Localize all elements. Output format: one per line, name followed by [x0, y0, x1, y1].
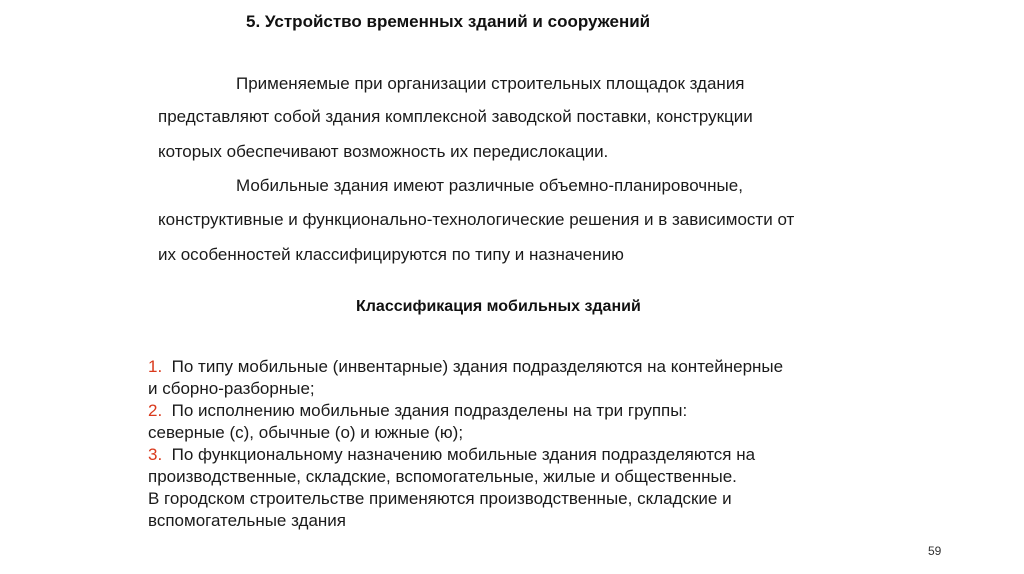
list-item-text: По исполнению мобильные здания подразделены на три группы:: [171, 401, 688, 420]
list-item-text: По типу мобильные (инвентарные) здания подразделяются на контейнерные: [171, 357, 784, 376]
list-item-continuation: производственные, складские, вспомогательные, жилые и общественные.: [148, 467, 737, 486]
list-item-continuation: северные (с), обычные (о) и южные (ю);: [148, 423, 464, 442]
list-item-number: 3.: [148, 445, 163, 464]
intro-line: конструктивные и функционально-технологические решения и в зависимости от: [158, 210, 795, 229]
list-item-number: 1.: [148, 357, 163, 376]
intro-line: представляют собой здания комплексной заводской поставки, конструкции: [158, 107, 753, 126]
list-item-number: 2.: [148, 401, 163, 420]
intro-line: Мобильные здания имеют различные объемно-планировочные,: [236, 176, 743, 195]
page-title: 5. Устройство временных зданий и сооружений: [246, 12, 651, 31]
list-item: [148, 356, 783, 378]
list-item: [148, 444, 783, 466]
intro-line: Применяемые при организации строительных площадок здания: [236, 74, 745, 93]
classification-heading: Классификация мобильных зданий: [356, 298, 641, 315]
list-item-text: По функциональному назначению мобильные здания подразделяются на: [171, 445, 756, 464]
list-item-continuation: и сборно-разборные;: [148, 379, 315, 398]
page-number: 59: [928, 544, 942, 558]
intro-line: их особенностей классифицируются по типу и назначению: [158, 245, 624, 264]
closing-line: вспомогательные здания: [148, 511, 346, 530]
intro-line: которых обеспечивают возможность их передислокации.: [158, 142, 609, 161]
classification-list: [148, 356, 783, 532]
list-item: [148, 400, 783, 422]
closing-line: В городском строительстве применяются производственные, складские и: [148, 489, 732, 508]
